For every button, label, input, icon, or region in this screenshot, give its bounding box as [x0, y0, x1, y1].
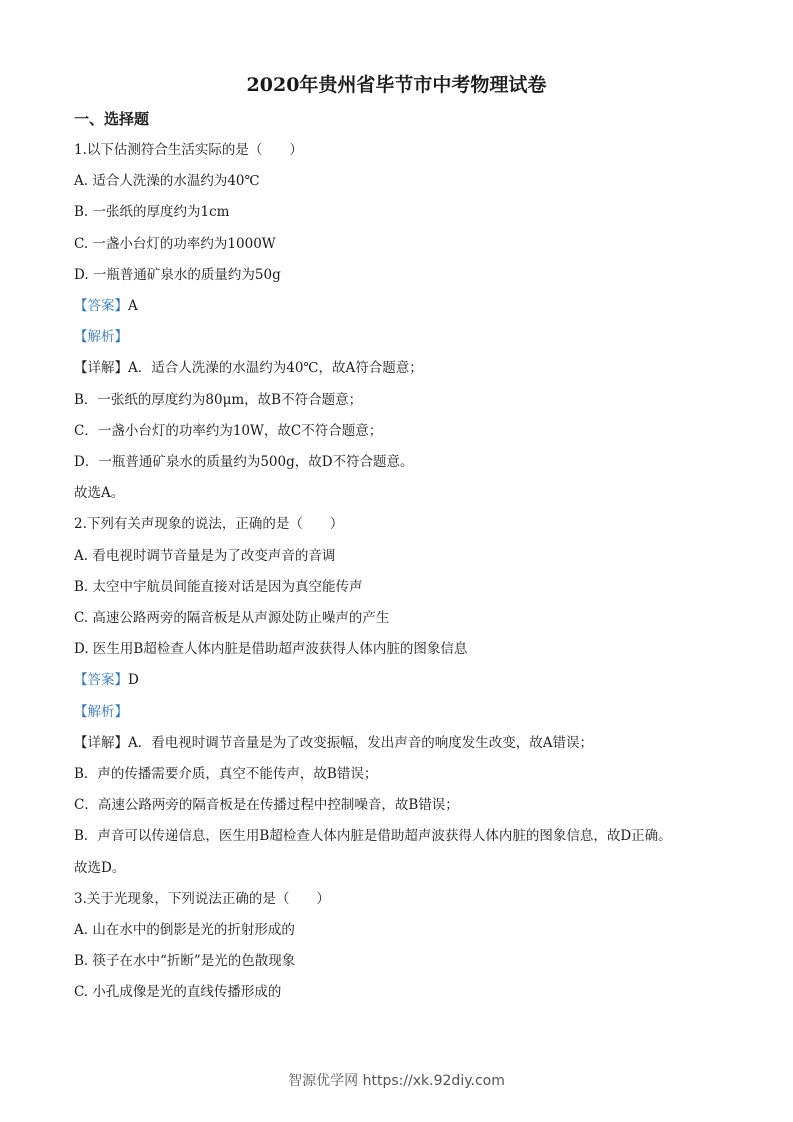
q2-answer — [74, 671, 139, 689]
q1-option-d: D. 一瓶普通矿泉水的质量约为50g — [74, 267, 281, 283]
answer-tag: 【答案】 — [74, 672, 128, 688]
q1-detail-2: B．一张纸的厚度约为80μm，故B不符合题意； — [74, 392, 363, 408]
q1-detail-1: 【详解】A．适合人洗澡的水温约为40℃，故A符合题意； — [74, 360, 423, 376]
q2-analysis-tag: 【解析】 — [74, 704, 128, 720]
q2-detail-3: C．高速公路两旁的隔音板是在传播过程中控制噪音，故B错误； — [74, 797, 459, 813]
q3-option-b: B. 筷子在水中“折断”是光的色散现象 — [74, 953, 296, 969]
q2-detail-1: 【详解】A．看电视时调节音量是为了改变振幅，发出声音的响度发生改变，故A错误； — [74, 735, 593, 751]
q1-answer — [74, 297, 138, 315]
q2-option-c: C. 高速公路两旁的隔音板是从声源处防止噪声的产生 — [74, 610, 390, 626]
q1-option-c: C. 一盏小台灯的功率约为1000W — [74, 236, 276, 252]
answer-tag: 【答案】 — [74, 298, 128, 314]
q3-option-a: A. 山在水中的倒影是光的折射形成的 — [74, 922, 295, 938]
q2-option-b: B. 太空中宇航员间能直接对话是因为真空能传声 — [74, 579, 363, 595]
question-3-stem: 3.关于光现象，下列说法正确的是（ ） — [74, 891, 330, 907]
answer-value: A — [128, 298, 138, 314]
q1-option-a: A. 适合人洗澡的水温约为40℃ — [74, 173, 260, 189]
q1-analysis-tag: 【解析】 — [74, 329, 128, 345]
q1-detail-4: D．一瓶普通矿泉水的质量约为500g，故D不符合题意。 — [74, 454, 414, 470]
q1-detail-3: C．一盏小台灯的功率约为10W，故C不符合题意； — [74, 423, 383, 439]
q1-conclusion: 故选A。 — [74, 485, 125, 501]
q2-conclusion: 故选D。 — [74, 860, 126, 876]
q2-detail-2: B．声的传播需要介质，真空不能传声，故B错误； — [74, 766, 378, 782]
footer-watermark: 智源优学网 https://xk.92diy.com — [288, 1073, 505, 1089]
section-heading: 一、选择题 — [74, 110, 150, 128]
page-title: 2020年贵州省毕节市中考物理试卷 — [246, 74, 547, 96]
q2-detail-4: B．声音可以传递信息，医生用B超检查人体内脏是借助超声波获得人体内脏的图象信息，故D正确。 — [74, 828, 672, 844]
q3-option-c: C. 小孔成像是光的直线传播形成的 — [74, 984, 282, 1000]
q1-option-b: B. 一张纸的厚度约为1cm — [74, 204, 230, 220]
answer-value: D — [128, 672, 139, 688]
q2-option-a: A. 看电视时调节音量是为了改变声音的音调 — [74, 548, 336, 564]
question-2-stem: 2.下列有关声现象的说法，正确的是（ ） — [74, 516, 344, 532]
q2-option-d: D. 医生用B超检查人体内脏是借助超声波获得人体内脏的图象信息 — [74, 641, 468, 657]
question-1-stem: 1.以下估测符合生活实际的是（ ） — [74, 142, 303, 158]
